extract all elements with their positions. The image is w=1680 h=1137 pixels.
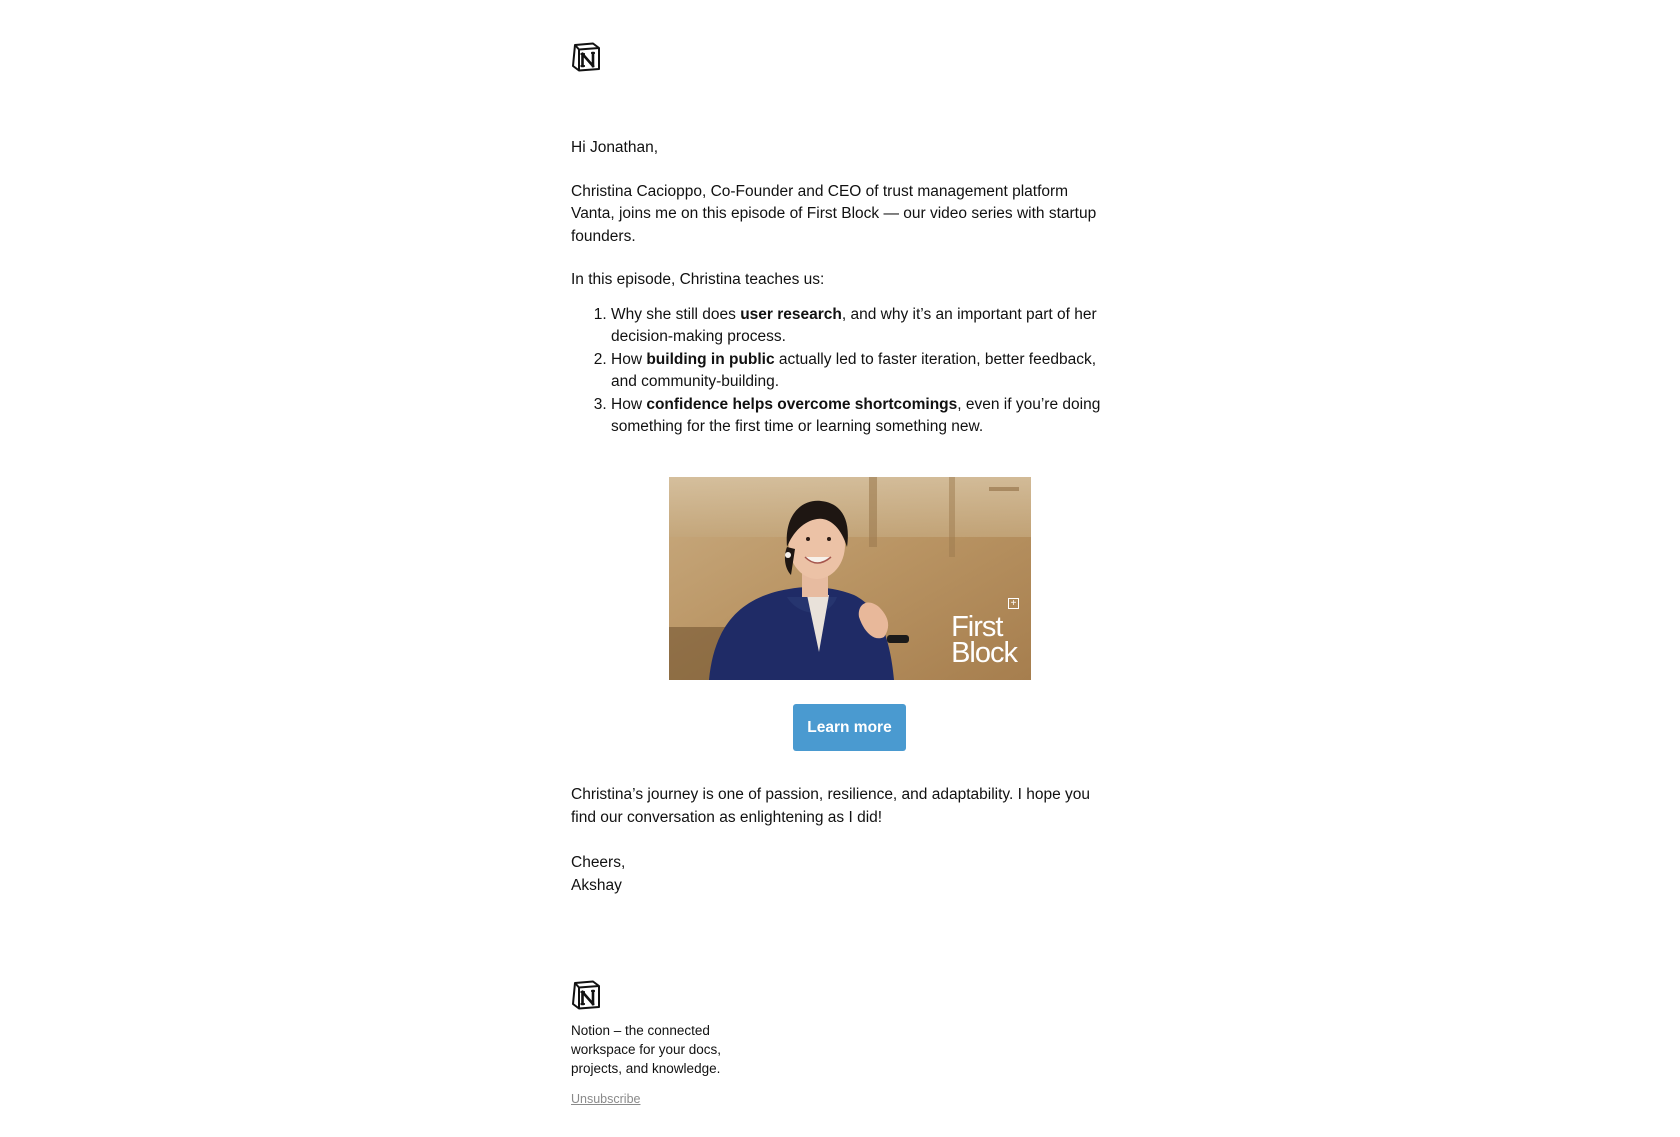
- closing-section: [571, 784, 1116, 897]
- list-item: [611, 349, 1116, 394]
- list-item-text: , even if you’re doing something for the first time or learning something new.: [611, 395, 1101, 435]
- intro-paragraph: Christina Cacioppo, Co-Founder and CEO of trust management platform Vanta, joins me on this episode of First Block — our video series with startup founders.: [571, 182, 1097, 245]
- list-item-bold: user research: [740, 305, 842, 323]
- list-item-text: actually led to faster iteration, better feedback, and community-building.: [611, 350, 1097, 390]
- list-item: [611, 304, 1116, 349]
- logo-line-block: Block: [951, 637, 1017, 669]
- list-item-text: Why she still does: [611, 305, 741, 323]
- greeting: Hi Jonathan,: [571, 139, 659, 156]
- plus-icon: +: [1008, 598, 1019, 609]
- unsubscribe-link[interactable]: Unsubscribe: [571, 1092, 641, 1106]
- notion-logo-icon: [571, 41, 601, 72]
- message-body: [571, 137, 1116, 439]
- teaches-paragraph: In this episode, Christina teaches us:: [571, 271, 825, 288]
- first-block-logo: [951, 598, 1017, 669]
- list-item-bold: building in public: [646, 350, 775, 368]
- episode-thumbnail[interactable]: [669, 477, 1031, 680]
- list-item-text: , and why it’s an important part of her decision-making process.: [611, 305, 1097, 345]
- logo-line-first: First: [951, 611, 1003, 643]
- list-item: [611, 394, 1116, 439]
- footer-tagline: Notion – the connected workspace for your docs, projects, and knowledge.: [571, 1023, 722, 1076]
- lessons-list: [571, 304, 1116, 439]
- journey-paragraph: Christina’s journey is one of passion, resilience, and adaptability. I hope you find our conversation as enlightening as I did!: [571, 786, 1090, 826]
- signoff: Cheers,: [571, 854, 626, 871]
- list-item-bold: confidence helps overcome shortcomings: [646, 395, 958, 413]
- notion-logo-icon: [571, 979, 601, 1010]
- list-item-text: How: [611, 395, 647, 413]
- list-item-text: How: [611, 350, 647, 368]
- signature: Akshay: [571, 876, 622, 894]
- learn-more-button[interactable]: Learn more: [793, 704, 906, 751]
